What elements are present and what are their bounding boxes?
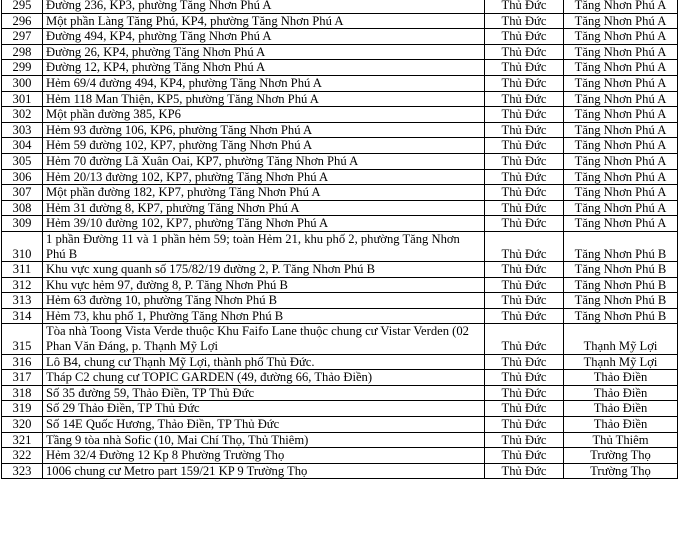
ward-cell: Tăng Nhơn Phú A [564, 138, 678, 154]
ward-cell: Tăng Nhơn Phú A [564, 216, 678, 232]
district-cell: Thủ Đức [485, 463, 564, 479]
table-row [2, 29, 678, 45]
table-row [2, 169, 678, 185]
district-cell: Thủ Đức [485, 153, 564, 169]
ward-cell: Tăng Nhơn Phú A [564, 29, 678, 45]
ward-cell: Tăng Nhơn Phú B [564, 231, 678, 261]
address-cell: Khu vực xung quanh số 175/82/19 đường 2, P. Tăng Nhơn Phú B [43, 262, 485, 278]
row-number-cell: 304 [2, 138, 43, 154]
address-cell: Đường 26, KP4, phường Tăng Nhơn Phú A [43, 44, 485, 60]
district-cell: Thủ Đức [485, 354, 564, 370]
ward-cell: Tăng Nhơn Phú A [564, 122, 678, 138]
district-cell: Thủ Đức [485, 231, 564, 261]
address-cell: 1006 chung cư Metro part 159/21 KP 9 Trường Thọ [43, 463, 485, 479]
district-cell: Thủ Đức [485, 293, 564, 309]
district-cell: Thủ Đức [485, 200, 564, 216]
district-cell: Thủ Đức [485, 75, 564, 91]
ward-cell: Tăng Nhơn Phú B [564, 293, 678, 309]
ward-cell: Thảo Điền [564, 401, 678, 417]
address-cell: Hẻm 32/4 Đường 12 Kp 8 Phường Trường Thọ [43, 448, 485, 464]
address-cell: Lô B4, chung cư Thạnh Mỹ Lợi, thành phố Thủ Đức. [43, 354, 485, 370]
row-number-cell: 313 [2, 293, 43, 309]
row-number-cell: 319 [2, 401, 43, 417]
row-number-cell: 300 [2, 75, 43, 91]
table-row [2, 354, 678, 370]
table-row [2, 262, 678, 278]
row-number-cell: 299 [2, 60, 43, 76]
ward-cell: Trường Thọ [564, 448, 678, 464]
row-number-cell: 296 [2, 13, 43, 29]
district-cell: Thủ Đức [485, 169, 564, 185]
address-cell: Số 29 Thảo Điền, TP Thủ Đức [43, 401, 485, 417]
row-number-cell: 302 [2, 107, 43, 123]
ward-cell: Thảo Điền [564, 370, 678, 386]
row-number-cell: 298 [2, 44, 43, 60]
address-cell: Một phần đường 182, KP7, phường Tăng Nhơn Phú A [43, 185, 485, 201]
table-row [2, 277, 678, 293]
district-cell: Thủ Đức [485, 262, 564, 278]
table-row [2, 75, 678, 91]
ward-cell: Trường Thọ [564, 463, 678, 479]
row-number-cell: 317 [2, 370, 43, 386]
address-cell: Tầng 9 tòa nhà Sofic (10, Mai Chí Thọ, Thủ Thiêm) [43, 432, 485, 448]
district-cell: Thủ Đức [485, 107, 564, 123]
address-cell: Số 14E Quốc Hương, Thảo Điền, TP Thủ Đức [43, 417, 485, 433]
row-number-cell: 306 [2, 169, 43, 185]
table-row [2, 448, 678, 464]
address-cell: Hẻm 39/10 đường 102, KP7, phường Tăng Nhơn Phú A [43, 216, 485, 232]
row-number-cell: 305 [2, 153, 43, 169]
district-cell: Thủ Đức [485, 0, 564, 13]
ward-cell: Tăng Nhơn Phú A [564, 107, 678, 123]
district-cell: Thủ Đức [485, 60, 564, 76]
table-row [2, 401, 678, 417]
table-row [2, 200, 678, 216]
address-cell: Số 35 đường 59, Thảo Điền, TP Thủ Đức [43, 385, 485, 401]
table-row [2, 216, 678, 232]
table-row [2, 185, 678, 201]
row-number-cell: 295 [2, 0, 43, 13]
table-row [2, 13, 678, 29]
table-body [2, 0, 678, 479]
address-cell: Hẻm 73, khu phố 1, Phường Tăng Nhơn Phú B [43, 308, 485, 324]
table-row [2, 463, 678, 479]
table-row [2, 138, 678, 154]
ward-cell: Tăng Nhơn Phú A [564, 13, 678, 29]
district-cell: Thủ Đức [485, 13, 564, 29]
district-cell: Thủ Đức [485, 138, 564, 154]
table-row [2, 417, 678, 433]
ward-cell: Thảo Điền [564, 417, 678, 433]
table-row [2, 385, 678, 401]
district-cell: Thủ Đức [485, 185, 564, 201]
address-cell: Hẻm 93 đường 106, KP6, phường Tăng Nhơn Phú A [43, 122, 485, 138]
table-row [2, 91, 678, 107]
district-cell: Thủ Đức [485, 29, 564, 45]
address-cell: Hẻm 63 đường 10, phường Tăng Nhơn Phú B [43, 293, 485, 309]
address-cell: Một phần Làng Tăng Phú, KP4, phường Tăng Nhơn Phú A [43, 13, 485, 29]
ward-cell: Tăng Nhơn Phú A [564, 44, 678, 60]
table-row [2, 432, 678, 448]
ward-cell: Tăng Nhơn Phú A [564, 75, 678, 91]
ward-cell: Thạnh Mỹ Lợi [564, 354, 678, 370]
district-cell: Thủ Đức [485, 417, 564, 433]
table-row [2, 293, 678, 309]
address-cell: Hẻm 31 đường 8, KP7, phường Tăng Nhơn Phú A [43, 200, 485, 216]
table-row [2, 370, 678, 386]
address-cell: Tòa nhà Toong Vista Verde thuộc Khu Faifo Lane thuộc chung cư Vistar Verden (02 Phan Văn Đáng, p. Thạnh Mỹ Lợi [43, 324, 485, 354]
ward-cell: Tăng Nhơn Phú B [564, 262, 678, 278]
district-cell: Thủ Đức [485, 370, 564, 386]
row-number-cell: 310 [2, 231, 43, 261]
row-number-cell: 311 [2, 262, 43, 278]
ward-cell: Tăng Nhơn Phú A [564, 200, 678, 216]
row-number-cell: 321 [2, 432, 43, 448]
district-cell: Thủ Đức [485, 44, 564, 60]
row-number-cell: 316 [2, 354, 43, 370]
ward-cell: Tăng Nhơn Phú A [564, 91, 678, 107]
row-number-cell: 303 [2, 122, 43, 138]
table-row [2, 44, 678, 60]
address-cell: Hẻm 70 đường Lã Xuân Oai, KP7, phường Tăng Nhơn Phú A [43, 153, 485, 169]
district-cell: Thủ Đức [485, 385, 564, 401]
district-cell: Thủ Đức [485, 432, 564, 448]
table-row [2, 122, 678, 138]
row-number-cell: 301 [2, 91, 43, 107]
ward-cell: Tăng Nhơn Phú B [564, 308, 678, 324]
row-number-cell: 315 [2, 324, 43, 354]
district-cell: Thủ Đức [485, 91, 564, 107]
ward-cell: Tăng Nhơn Phú B [564, 277, 678, 293]
table-row [2, 308, 678, 324]
district-cell: Thủ Đức [485, 448, 564, 464]
district-cell: Thủ Đức [485, 122, 564, 138]
ward-cell: Tăng Nhơn Phú A [564, 0, 678, 13]
address-cell: Đường 494, KP4, phường Tăng Nhơn Phú A [43, 29, 485, 45]
row-number-cell: 297 [2, 29, 43, 45]
district-cell: Thủ Đức [485, 308, 564, 324]
address-cell: Đường 12, KP4, phường Tăng Nhơn Phú A [43, 60, 485, 76]
district-cell: Thủ Đức [485, 216, 564, 232]
ward-cell: Tăng Nhơn Phú A [564, 60, 678, 76]
address-cell: Hẻm 69/4 đường 494, KP4, phường Tăng Nhơn Phú A [43, 75, 485, 91]
row-number-cell: 323 [2, 463, 43, 479]
ward-cell: Tăng Nhơn Phú A [564, 169, 678, 185]
table-row [2, 153, 678, 169]
row-number-cell: 308 [2, 200, 43, 216]
row-number-cell: 320 [2, 417, 43, 433]
address-cell: Hẻm 20/13 đường 102, KP7, phường Tăng Nhơn Phú A [43, 169, 485, 185]
ward-cell: Tăng Nhơn Phú A [564, 153, 678, 169]
address-cell: Một phần đường 385, KP6 [43, 107, 485, 123]
row-number-cell: 322 [2, 448, 43, 464]
address-cell: Đường 236, KP3, phường Tăng Nhơn Phú A [43, 0, 485, 13]
table-row [2, 107, 678, 123]
district-cell: Thủ Đức [485, 401, 564, 417]
table-row [2, 0, 678, 13]
table-row [2, 324, 678, 354]
ward-cell: Thạnh Mỹ Lợi [564, 324, 678, 354]
ward-cell: Thảo Điền [564, 385, 678, 401]
address-cell: Tháp C2 chung cư TOPIC GARDEN (49, đường 66, Thảo Điền) [43, 370, 485, 386]
address-cell: Hẻm 59 đường 102, KP7, phường Tăng Nhơn Phú A [43, 138, 485, 154]
ward-cell: Tăng Nhơn Phú A [564, 185, 678, 201]
row-number-cell: 307 [2, 185, 43, 201]
address-cell: Khu vực hẻm 97, đường 8, P. Tăng Nhơn Phú B [43, 277, 485, 293]
ward-cell: Thủ Thiêm [564, 432, 678, 448]
row-number-cell: 318 [2, 385, 43, 401]
row-number-cell: 314 [2, 308, 43, 324]
address-cell: 1 phần Đường 11 và 1 phần hẻm 59; toàn Hẻm 21, khu phố 2, phường Tăng Nhơn Phú B [43, 231, 485, 261]
address-table [1, 0, 678, 479]
row-number-cell: 309 [2, 216, 43, 232]
district-cell: Thủ Đức [485, 324, 564, 354]
row-number-cell: 312 [2, 277, 43, 293]
address-cell: Hẻm 118 Man Thiện, KP5, phường Tăng Nhơn Phú A [43, 91, 485, 107]
table-row [2, 231, 678, 261]
table-row [2, 60, 678, 76]
district-cell: Thủ Đức [485, 277, 564, 293]
